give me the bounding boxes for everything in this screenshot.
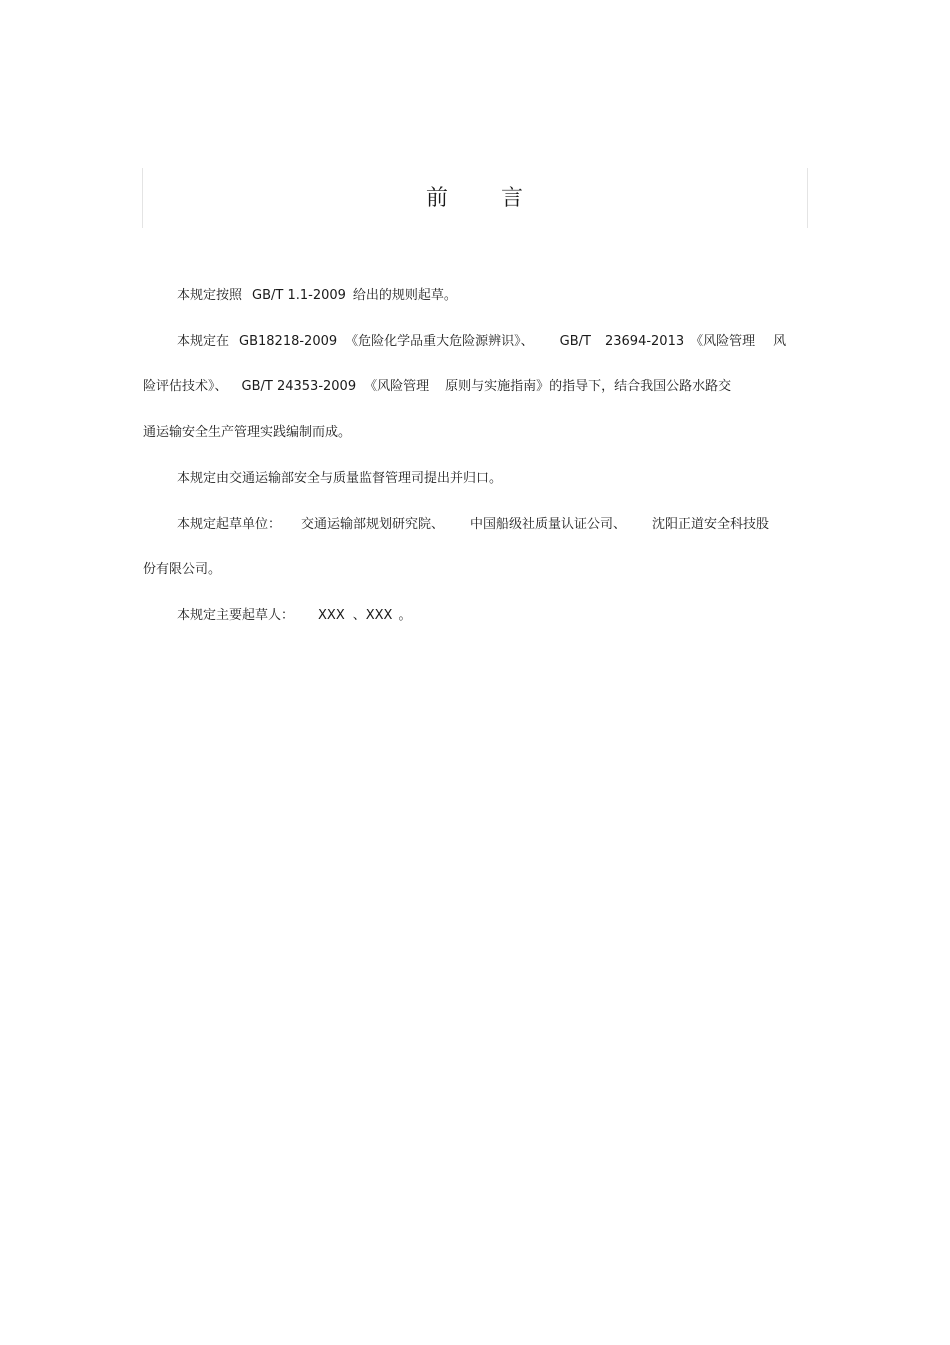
paragraph-2-line-1 bbox=[177, 333, 786, 351]
paragraph-2-line-2 bbox=[143, 378, 731, 396]
paragraph-5-line-1 bbox=[177, 607, 411, 625]
standard-ref: GB/T 24353-2009 bbox=[241, 379, 357, 394]
text-segment: 本规定在 bbox=[177, 334, 230, 349]
text-segment: 份有限公司。 bbox=[143, 562, 222, 577]
title-char-1: 前 bbox=[425, 186, 449, 211]
paragraph-4-line-1 bbox=[177, 516, 769, 534]
paragraph-4-line-2 bbox=[143, 561, 221, 579]
standard-ref: GB18218-2009 bbox=[239, 334, 338, 349]
text-segment: 险评估技术》、 bbox=[143, 379, 228, 394]
paragraph-2-line-3 bbox=[143, 424, 351, 442]
text-segment: 中国船级社质量认证公司、 bbox=[470, 517, 627, 532]
text-segment: 风 bbox=[773, 334, 787, 349]
text-segment: 沈阳正道安全科技股 bbox=[652, 517, 770, 532]
text-segment: 《风险管理 bbox=[690, 334, 756, 349]
title-char-2: 言 bbox=[501, 186, 525, 211]
text-segment: 原则与实施指南》的指导下，结合我国公路水路交 bbox=[445, 379, 732, 394]
text-segment: 本规定按照 bbox=[177, 288, 243, 303]
standard-ref: GB/T 1.1-2009 bbox=[252, 288, 346, 303]
text-segment: 交通运输部规划研究院、 bbox=[301, 517, 445, 532]
text-segment: 《危险化学品重大危险源辨识》、 bbox=[345, 334, 534, 349]
text-segment: 本规定主要起草人： bbox=[177, 608, 295, 623]
text-segment: 本规定起草单位： bbox=[177, 517, 282, 532]
paragraph-3-line-1 bbox=[177, 470, 502, 488]
drafter-name: XXX bbox=[318, 608, 345, 623]
text-segment: 本规定由交通运输部安全与质量监督管理司提出并归口。 bbox=[177, 471, 503, 486]
standard-ref: GB/T bbox=[559, 334, 591, 349]
text-segment: 。 bbox=[398, 608, 412, 623]
paragraph-1-line-1 bbox=[177, 287, 457, 305]
drafter-name: 、XXX bbox=[352, 608, 393, 623]
text-segment: 通运输安全生产管理实践编制而成。 bbox=[143, 425, 352, 440]
standard-ref: 23694-2013 bbox=[604, 334, 685, 349]
page-title bbox=[143, 186, 807, 212]
title-frame bbox=[142, 168, 808, 228]
text-segment: 《风险管理 bbox=[364, 379, 430, 394]
text-segment: 给出的规则起草。 bbox=[352, 288, 457, 303]
